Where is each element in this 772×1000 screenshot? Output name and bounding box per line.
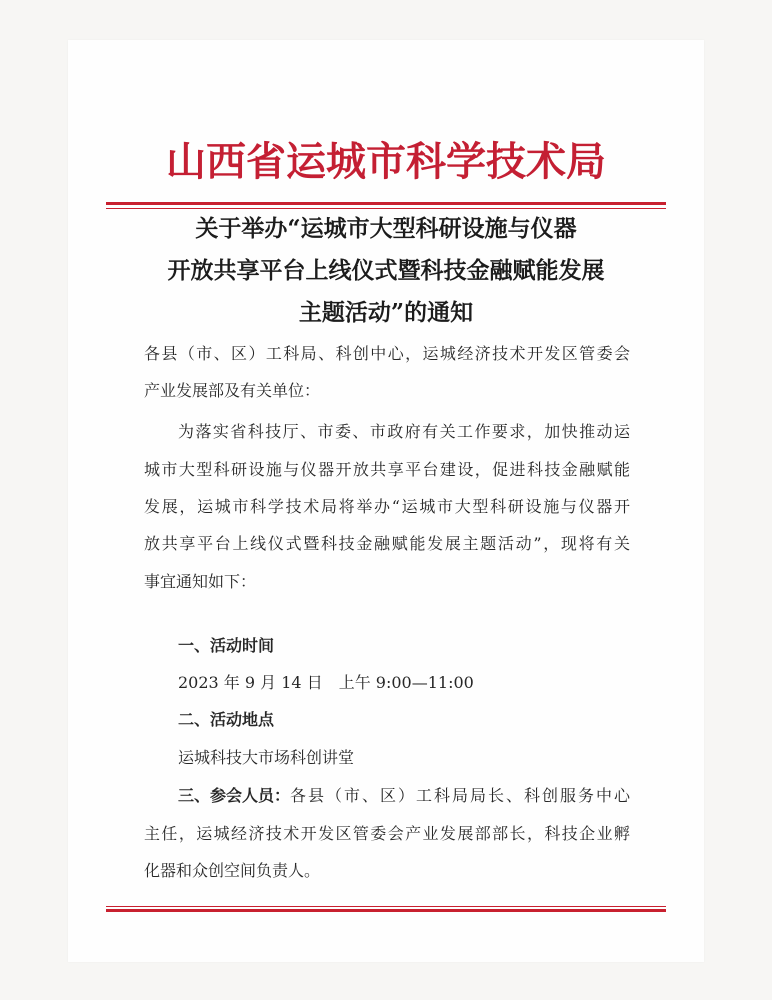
intro-line: 放共享平台上线仪式暨科技金融赋能发展主题活动”，现将有关 [144, 534, 630, 553]
attendees-line: 主任，运城经济技术开发区管委会产业发展部部长，科技企业孵 [144, 824, 630, 843]
section-content-location: 运城科技大市场科创讲堂 [178, 748, 355, 767]
notice-title-line: 关于举办“运城市大型科研设施与仪器 [195, 215, 577, 242]
attendees-line: 化器和众创空间负责人。 [144, 861, 321, 880]
addressee-line: 各县（市、区）工科局、科创中心，运城经济技术开发区管委会 [144, 344, 630, 363]
footer-rule-thick [106, 909, 666, 912]
section-content-time: 2023 年 9 月 14 日 上午 9:00—11:00 [178, 673, 474, 692]
section-heading-location: 二、活动地点 [178, 710, 275, 729]
section-attendees-first-line [178, 786, 630, 806]
section-heading-attendees: 三、参会人员： [178, 786, 291, 805]
intro-line: 城市大型科研设施与仪器开放共享平台建设，促进科技金融赋能 [144, 460, 630, 479]
attendees-text: 各县（市、区）工科局局长、科创服务中心 [290, 786, 630, 805]
intro-line: 发展，运城市科学技术局将举办“运城市大型科研设施与仪器开 [144, 497, 630, 516]
notice-title-line: 主题活动”的通知 [298, 299, 474, 326]
section-heading-time: 一、活动时间 [178, 636, 275, 655]
intro-line: 为落实省科技厅、市委、市政府有关工作要求，加快推动运 [178, 422, 630, 441]
letterhead-title: 山西省运城市科学技术局 [166, 138, 606, 185]
intro-line: 事宜通知如下： [144, 572, 257, 591]
addressee-line: 产业发展部及有关单位： [144, 381, 321, 400]
document-page [68, 40, 704, 962]
footer-rule-thin [106, 906, 666, 907]
notice-title-line: 开放共享平台上线仪式暨科技金融赋能发展 [167, 257, 605, 284]
letterhead-rule-thick [106, 202, 666, 205]
